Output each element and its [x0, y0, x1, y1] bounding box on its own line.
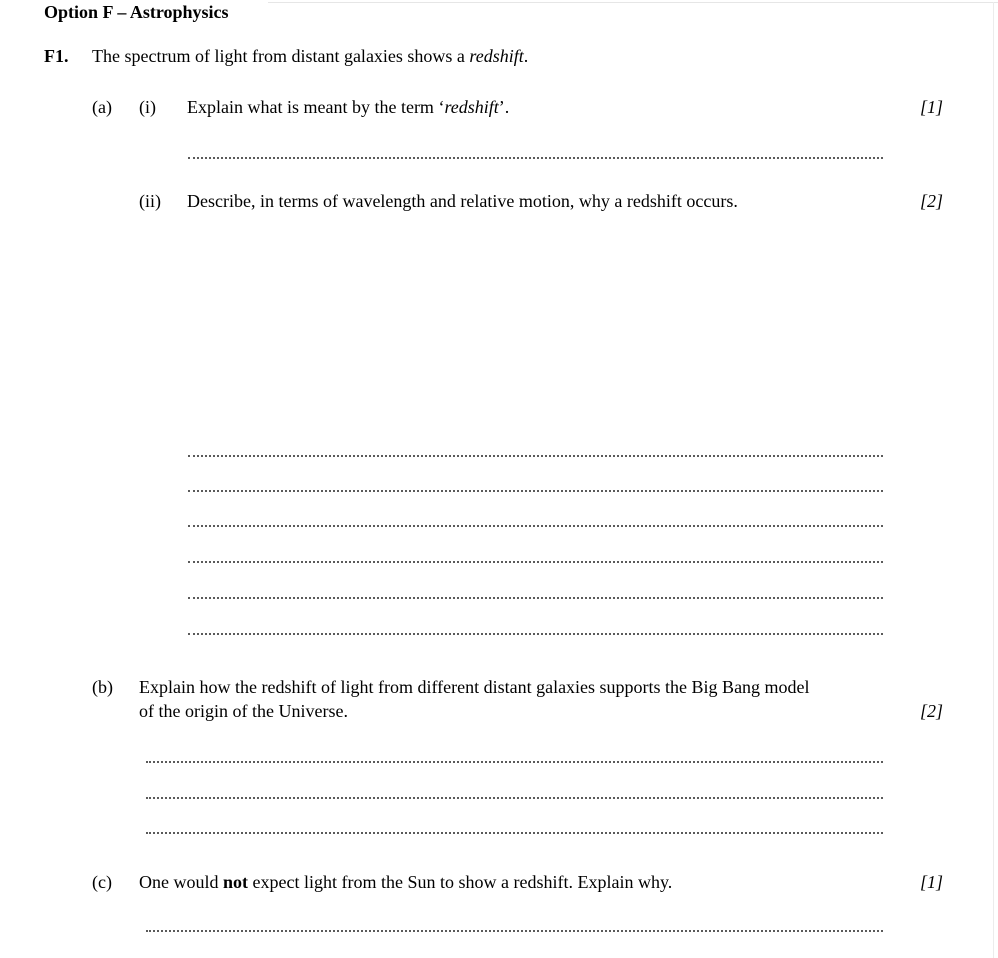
answer-line-a-ii-2[interactable]	[188, 490, 883, 492]
part-a-i-label: (i)	[139, 97, 156, 117]
question-stem-end: .	[523, 46, 529, 66]
answer-line-a-i-1[interactable]	[188, 157, 883, 159]
part-b-line-2: of the origin of the Universe.	[139, 701, 348, 721]
part-a-label: (a)	[92, 97, 112, 117]
part-a-i-text-italic: redshift	[444, 97, 499, 117]
part-c-marks: [1]	[920, 872, 944, 892]
option-title: Option F – Astrophysics	[44, 2, 229, 22]
right-rule	[993, 2, 994, 958]
part-a-ii-text: Describe, in terms of wavelength and relative motion, why a redshift occurs.	[187, 191, 738, 211]
part-b-label: (b)	[92, 677, 113, 697]
answer-line-a-ii-5[interactable]	[188, 597, 883, 599]
answer-line-c-1[interactable]	[146, 930, 883, 932]
answer-line-a-ii-6[interactable]	[188, 633, 883, 635]
part-a-ii-label: (ii)	[139, 191, 161, 211]
answer-line-a-ii-1[interactable]	[188, 455, 883, 457]
answer-line-a-ii-4[interactable]	[188, 561, 883, 563]
part-c-text-after: expect light from the Sun to show a redshift. Explain why.	[248, 872, 673, 892]
part-a-i-marks: [1]	[920, 97, 944, 117]
answer-line-b-3[interactable]	[146, 832, 883, 834]
question-stem	[92, 45, 528, 67]
question-stem-text: The spectrum of light from distant galaxies shows a	[92, 46, 470, 66]
part-c-text-before: One would	[139, 872, 223, 892]
answer-line-a-ii-3[interactable]	[188, 525, 883, 527]
question-stem-italic: redshift	[469, 46, 524, 66]
part-b-marks: [2]	[920, 701, 944, 721]
part-b-line-1: Explain how the redshift of light from different distant galaxies supports the Big Bang model	[139, 677, 810, 697]
part-a-i-text	[187, 96, 509, 118]
part-c-text-bold: not	[223, 872, 249, 892]
part-a-i-text-before: Explain what is meant by the term ‘	[187, 97, 445, 117]
part-c-text	[139, 871, 672, 893]
answer-line-b-1[interactable]	[146, 761, 883, 763]
part-a-i-text-after: ’.	[498, 97, 510, 117]
part-c-label: (c)	[92, 872, 112, 892]
answer-line-b-2[interactable]	[146, 797, 883, 799]
top-rule	[268, 2, 998, 3]
part-a-ii-marks: [2]	[920, 191, 944, 211]
question-number: F1.	[44, 46, 69, 66]
